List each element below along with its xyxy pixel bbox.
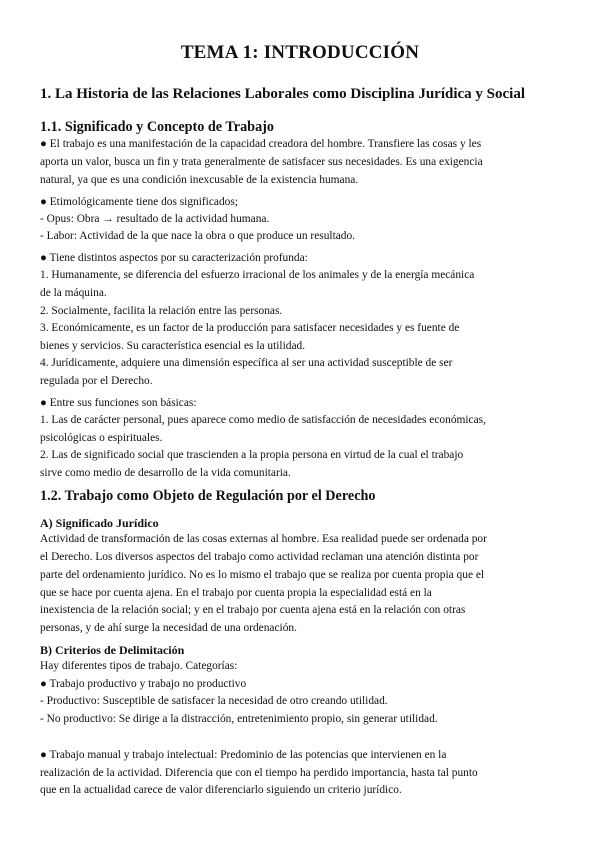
text-line: aporta un valor, busca un fin y trata generalmente de satisfacer sus necesidades. Es una exigencia bbox=[40, 156, 483, 168]
text-line: Hay diferentes tipos de trabajo. Categorías: bbox=[40, 660, 238, 672]
text-line: regulada por el Derecho. bbox=[40, 375, 153, 387]
text-line: - Labor: Actividad de la que nace la obra o que produce un resultado. bbox=[40, 230, 356, 242]
text-line: natural, ya que es una condición inexcusable de la existencia humana. bbox=[40, 174, 359, 186]
section-heading: 1. La Historia de las Relaciones Laborales como Disciplina Jurídica y Social bbox=[40, 86, 525, 102]
text-line: inexistencia de la relación social; y en el trabajo por cuenta ajena está en la relación con otras bbox=[40, 604, 466, 616]
text-line: ● Entre sus funciones son básicas: bbox=[40, 397, 197, 409]
text-line: de la máquina. bbox=[40, 287, 107, 299]
part-a-heading: A) Significado Jurídico bbox=[40, 516, 159, 530]
text-line: realización de la actividad. Diferencia que con el tiempo ha perdido importancia, hasta tal punto bbox=[40, 767, 478, 779]
text-line: - No productivo: Se dirige a la distracción, entretenimiento propio, sin generar utilidad. bbox=[40, 713, 438, 725]
subsection-heading-1-2: 1.2. Trabajo como Objeto de Regulación por el Derecho bbox=[40, 488, 376, 504]
subsection-heading-1-1: 1.1. Significado y Concepto de Trabajo bbox=[40, 119, 274, 135]
text-line: que en la actualidad carece de valor diferenciarlo siguiendo un criterio jurídico. bbox=[40, 784, 402, 796]
document-title: TEMA 1: INTRODUCCIÓN bbox=[180, 42, 420, 63]
text-line: Actividad de transformación de las cosas externas al hombre. Esa realidad puede ser ordenada por bbox=[40, 533, 487, 545]
text-line: ● Trabajo manual y trabajo intelectual: Predominio de las potencias que intervienen en la bbox=[40, 749, 447, 761]
text-line: 1. Humanamente, se diferencia del esfuerzo irracional de los animales y de la energía mecánica bbox=[40, 269, 475, 281]
text-line: ● Etimológicamente tiene dos significados; bbox=[40, 196, 238, 208]
text-line: el Derecho. Los diversos aspectos del trabajo como actividad reclaman una atención distinta por bbox=[40, 551, 479, 563]
text-line: 2. Socialmente, facilita la relación entre las personas. bbox=[40, 305, 283, 317]
text-line: personas, y de ahí surge la necesidad de una ordenación. bbox=[40, 622, 297, 634]
text-line: 2. Las de significado social que trascienden a la propia persona en virtud de la cual el trabajo bbox=[40, 449, 464, 461]
text-line: ● Trabajo productivo y trabajo no productivo bbox=[40, 678, 247, 690]
text-line: parte del ordenamiento jurídico. No es lo mismo el trabajo que se realiza por cuenta propia que el bbox=[40, 569, 485, 581]
text-line: bienes y servicios. Su característica esencial es la utilidad. bbox=[40, 340, 306, 352]
text-line: 4. Jurídicamente, adquiere una dimensión específica al ser una actividad susceptible de ser bbox=[40, 357, 453, 369]
text-line: psicológicas o espirituales. bbox=[40, 432, 163, 444]
text-line: - Opus: Obra → resultado de la actividad humana. bbox=[40, 213, 270, 225]
text-line: que se hace por cuenta ajena. En el trabajo por cuenta propia la especialidad está en la bbox=[40, 587, 432, 599]
text-line: - Productivo: Susceptible de satisfacer la necesidad de otro creando utilidad. bbox=[40, 695, 388, 707]
text-line: sirve como medio de desarrollo de la vida comunitaria. bbox=[40, 467, 291, 479]
text-line: ● El trabajo es una manifestación de la capacidad creadora del hombre. Transfiere las cosas y les bbox=[40, 138, 482, 150]
text-line: 1. Las de carácter personal, pues aparece como medio de satisfacción de necesidades económicas, bbox=[40, 414, 486, 426]
text-line: ● Tiene distintos aspectos por su caracterización profunda: bbox=[40, 252, 308, 264]
text-line: 3. Económicamente, es un factor de la producción para satisfacer necesidades y es fuente de bbox=[40, 322, 460, 334]
part-b-heading: B) Criterios de Delimitación bbox=[40, 643, 185, 657]
